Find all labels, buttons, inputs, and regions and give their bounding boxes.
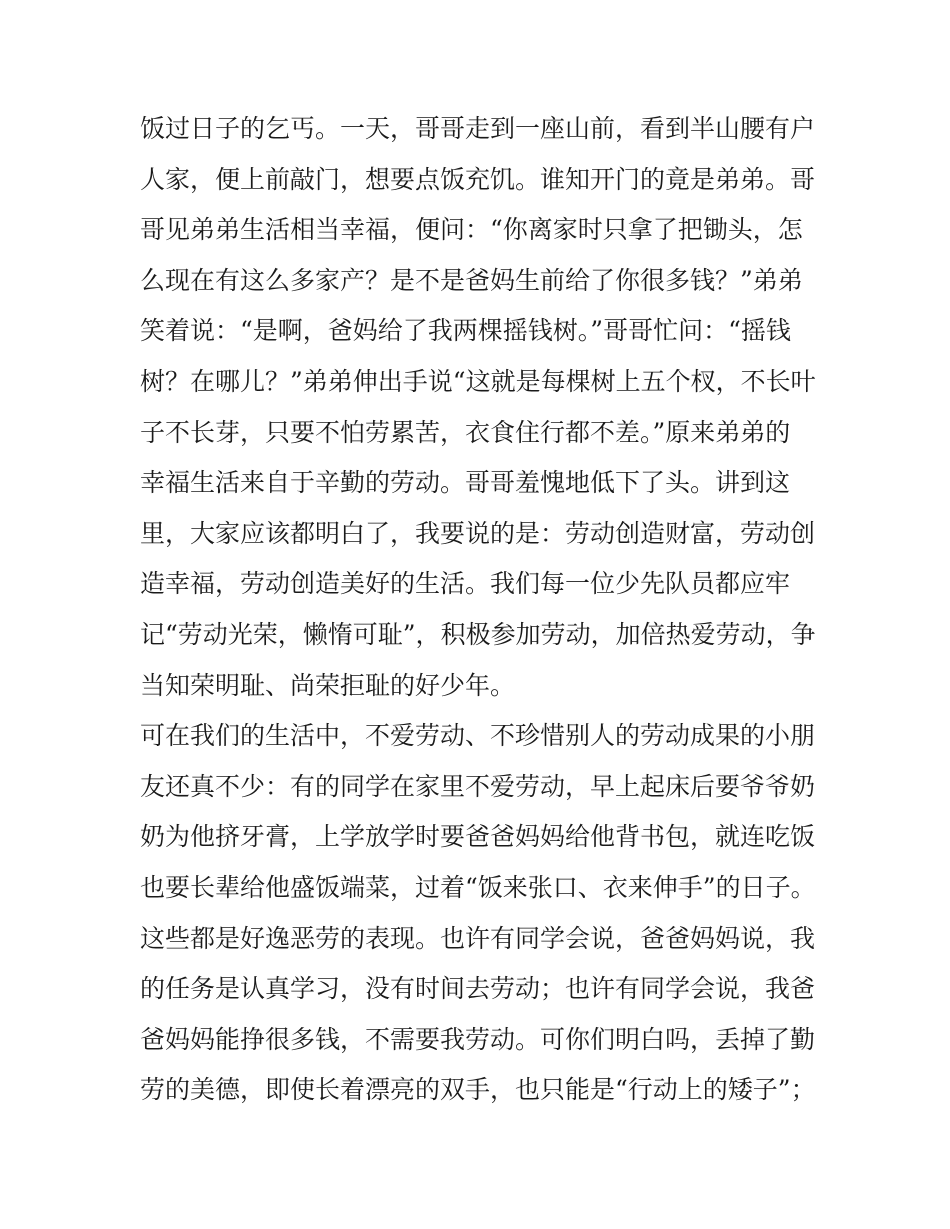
text-line: 饭过日子的乞丐。一天，哥哥走到一座山前，看到半山腰有户 (140, 114, 816, 143)
text-line: 友还真不少：有的同学在家里不爱劳动，早上起床后要爷爷奶 (140, 771, 816, 801)
text-line: 可在我们的生活中，不爱劳动、不珍惜别人的劳动成果的小朋 (140, 721, 816, 751)
text-line: 人家，便上前敲门，想要点饭充饥。谁知开门的竟是弟弟。哥 (140, 164, 816, 194)
text-line: 么现在有这么多家产？是不是爸妈生前给了你很多钱？”弟弟 (140, 265, 803, 295)
text-line: 树？在哪儿？”弟弟伸出手说“这就是每棵树上五个杈，不长叶 (140, 366, 816, 396)
text-line: 哥见弟弟生活相当幸福，便问：“你离家时只拿了把锄头，怎 (140, 215, 803, 245)
text-line: 造幸福，劳动创造美好的生活。我们每一位少先队员都应牢 (140, 569, 791, 599)
text-line: 这些都是好逸恶劳的表现。也许有同学会说，爸爸妈妈说，我 (140, 923, 816, 953)
text-line: 也要长辈给他盛饭端菜，过着“饭来张口、衣来伸手”的日子。 (140, 872, 816, 902)
text-line: 的任务是认真学习，没有时间去劳动；也许有同学会说，我爸 (140, 974, 816, 1004)
text-line: 当知荣明耻、尚荣拒耻的好少年。 (140, 670, 516, 700)
text-line: 奶为他挤牙膏，上学放学时要爸爸妈妈给他背书包，就连吃饭 (140, 822, 816, 852)
text-line: 爸妈妈能挣很多钱，不需要我劳动。可你们明白吗，丢掉了勤 (140, 1024, 816, 1054)
text-line: 劳的美德，即使长着漂亮的双手，也只能是“行动上的矮子”； (140, 1075, 816, 1105)
text-line: 子不长芽，只要不怕劳累苦，衣食住行都不差。”原来弟弟的 (140, 417, 791, 447)
text-line: 记“劳动光荣，懒惰可耻”，积极参加劳动，加倍热爱劳动，争 (140, 619, 816, 649)
text-line: 里，大家应该都明白了，我要说的是：劳动创造财富，劳动创 (140, 518, 816, 548)
text-line: 幸福生活来自于辛勤的劳动。哥哥羞愧地低下了头。讲到这 (140, 468, 791, 498)
body-text (140, 104, 830, 1116)
text-line: 笑着说：“是啊，爸妈给了我两棵摇钱树。”哥哥忙问：“摇钱 (140, 316, 791, 346)
